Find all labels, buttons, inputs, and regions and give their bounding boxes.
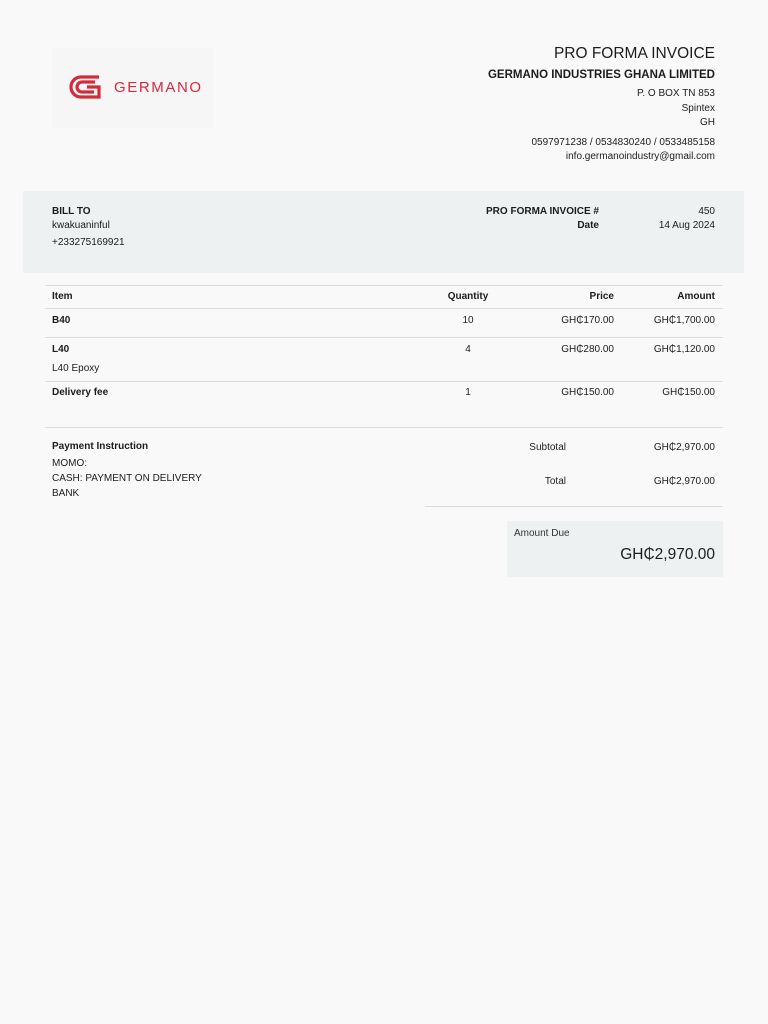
company-name: GERMANO INDUSTRIES GHANA LIMITED (487, 69, 715, 81)
customer-name: kwakuaninful (52, 220, 110, 231)
customer-phone: +233275169921 (52, 237, 125, 248)
row-price: GH₵170.00 (561, 315, 614, 326)
header-price: Price (589, 291, 614, 302)
total-label: Total (544, 476, 566, 487)
row-item: B40 (52, 315, 71, 326)
payment-line: CASH: PAYMENT ON DELIVERY (52, 473, 202, 484)
row-quantity: 1 (465, 387, 471, 398)
row-item: L40 (52, 344, 70, 355)
row-divider (45, 381, 723, 382)
row-quantity: 10 (462, 315, 474, 326)
totals-divider (425, 506, 723, 507)
subtotal-label: Subtotal (529, 442, 566, 453)
document-title: PRO FORMA INVOICE (553, 45, 715, 62)
amount-due-box (507, 521, 723, 577)
row-price: GH₵150.00 (561, 387, 614, 398)
amount-due-value: GH₵2,970.00 (620, 546, 715, 563)
row-amount: GH₵150.00 (662, 387, 715, 398)
header-item: Item (52, 291, 73, 302)
bill-to-section (23, 191, 744, 273)
amount-due-label: Amount Due (514, 528, 570, 539)
address-line: GH (700, 117, 715, 128)
payment-line: MOMO: (52, 458, 87, 469)
table-top-border (45, 285, 723, 286)
row-divider (45, 337, 723, 338)
payment-line: BANK (52, 488, 80, 499)
address-line: P. O BOX TN 853 (636, 88, 715, 99)
table-bottom-border (45, 427, 723, 428)
invoice-number: 450 (698, 206, 715, 217)
company-email: info.germanoindustry@gmail.com (565, 151, 715, 162)
bill-to-label: BILL TO (52, 206, 91, 217)
company-phones: 0597971238 / 0534830240 / 0533485158 (531, 137, 715, 148)
header-amount: Amount (677, 291, 715, 302)
invoice-date: 14 Aug 2024 (658, 220, 715, 231)
logo-text: GERMANO (114, 79, 203, 96)
invoice-date-label: Date (577, 220, 599, 231)
row-amount: GH₵1,700.00 (653, 315, 715, 326)
row-quantity: 4 (465, 344, 471, 355)
row-item: Delivery fee (52, 387, 109, 398)
row-price: GH₵280.00 (561, 344, 614, 355)
row-amount: GH₵1,120.00 (653, 344, 715, 355)
germano-logo-icon (65, 71, 105, 103)
payment-instruction-title: Payment Instruction (52, 441, 149, 452)
table-header-border (45, 308, 723, 309)
header-quantity: Quantity (447, 291, 489, 302)
company-logo (52, 48, 214, 128)
invoice-number-label: PRO FORMA INVOICE # (486, 206, 599, 217)
subtotal-value: GH₵2,970.00 (653, 442, 715, 453)
total-value: GH₵2,970.00 (653, 476, 715, 487)
row-description: L40 Epoxy (52, 363, 100, 374)
address-line: Spintex (681, 103, 715, 114)
